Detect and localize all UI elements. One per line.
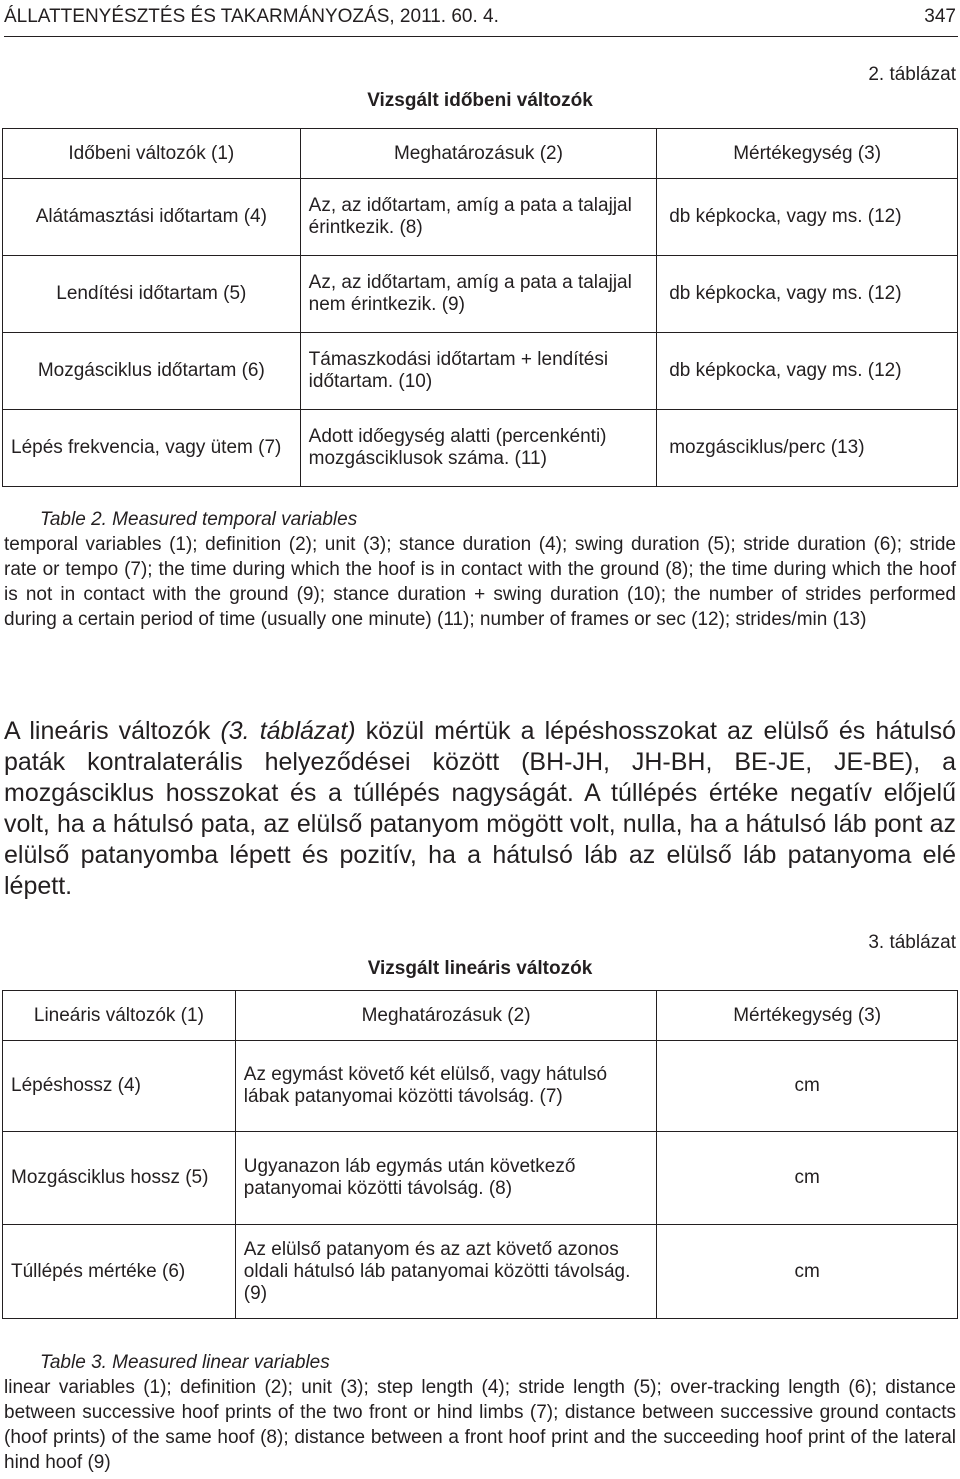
table2-label: 2. táblázat (868, 64, 956, 85)
table3-caption-text: linear variables (1); definition (2); unit (3); step length (4); stride length (5); over-tracking length (6); distance between successive hoof prints of the two front or hind limbs (7); distance between successive ground contacts (hoof prints) of the same hoof (8); distance between a front hoof print and the succeeding hoof print of the lateral hind hoof (9) (4, 1377, 956, 1473)
table-row (3, 1225, 958, 1319)
table3-label: 3. táblázat (868, 932, 956, 953)
paragraph-text: A lineáris változók (4, 717, 221, 745)
paragraph-table-ref: (3. táblázat) (220, 717, 356, 745)
table-row (3, 333, 958, 410)
header-rule (4, 36, 958, 37)
table3-caption-title: Table 3. Measured linear variables (40, 1352, 330, 1373)
body-paragraph (4, 716, 956, 902)
table2-cell: db képkocka, vagy ms. (12) (657, 333, 958, 410)
table3-cell: Ugyanazon láb egymás után következő patanyomai közötti távolság. (8) (235, 1132, 657, 1225)
table2-caption-title: Table 2. Measured temporal variables (40, 509, 358, 530)
table2-cell: Alátámasztási időtartam (4) (3, 179, 301, 256)
table3-cell: Lépéshossz (4) (3, 1041, 236, 1132)
table2-cell: Támaszkodási időtartam + lendítési időtartam. (10) (300, 333, 657, 410)
table3-cell: cm (657, 1132, 958, 1225)
table3 (2, 990, 958, 1319)
table2-header-row (3, 129, 958, 179)
journal-header: ÁLLATTENYÉSZTÉS ÉS TAKARMÁNYOZÁS, 2011. 60. 4. (4, 6, 499, 27)
table2-cell: Lendítési időtartam (5) (3, 256, 301, 333)
table3-cell: Az elülső patanyom és az azt követő azonos oldali hátulsó láb patanyomai közötti távolság. (9) (235, 1225, 657, 1319)
table2-cell: Adott időegység alatti (percenkénti) mozgásciklusok száma. (11) (300, 410, 657, 487)
table3-col-header: Meghatározásuk (2) (235, 991, 657, 1041)
table3-cell: cm (657, 1041, 958, 1132)
table-row (3, 1132, 958, 1225)
table2-cell: mozgásciklus/perc (13) (657, 410, 958, 487)
table-row (3, 256, 958, 333)
table2-cell: Az, az időtartam, amíg a pata a talajjal nem érintkezik. (9) (300, 256, 657, 333)
table2-caption-text: temporal variables (1); definition (2); unit (3); stance duration (4); swing duration (5); stride duration (6); stride rate or tempo (7); the time during which the hoof is in contact with the ground (8); the time during which the hoof is not in contact with the ground (9); stance duration + swing duration (10); the number of strides performed during a certain period of time (usually one minute) (11); number of frames or sec (12); strides/min (13) (4, 534, 956, 630)
table3-cell: Túllépés mértéke (6) (3, 1225, 236, 1319)
table3-caption (4, 1350, 956, 1475)
table2-col-header: Meghatározásuk (2) (300, 129, 657, 179)
table3-title: Vizsgált lineáris változók (367, 958, 593, 979)
table2-cell: Lépés frekvencia, vagy ütem (7) (3, 410, 301, 487)
table3-header-row (3, 991, 958, 1041)
table2-title: Vizsgált időbeni változók (367, 90, 593, 111)
table-row (3, 410, 958, 487)
table2-cell: Mozgásciklus időtartam (6) (3, 333, 301, 410)
table2-caption (4, 507, 956, 632)
table3-cell: cm (657, 1225, 958, 1319)
table3-cell: Mozgásciklus hossz (5) (3, 1132, 236, 1225)
table2-col-header: Mértékegység (3) (657, 129, 958, 179)
table-row (3, 179, 958, 256)
table3-col-header: Lineáris változók (1) (3, 991, 236, 1041)
table2-cell: Az, az időtartam, amíg a pata a talajjal érintkezik. (8) (300, 179, 657, 256)
paragraph-text: közül mértük a lépéshosszokat az elülső és hátulsó paták kontralaterális helyeződései között (BH-JH, JH-BH, BE-JE, JE-BE), a mozgásciklus hosszokat és a túllépés nagyságát. A túllépés értéke negatív előjelű volt, ha a hátulsó pata, az elülső patanyom mögött volt, nulla, ha a hátulsó láb pont az elülső patanyomba lépett és pozitív, ha a hátulsó láb az elülső láb patanyoma elé lépett. (4, 717, 956, 900)
table3-cell: Az egymást követő két elülső, vagy hátulsó lábak patanyomai közötti távolság. (7) (235, 1041, 657, 1132)
table2-col-header: Időbeni változók (1) (3, 129, 301, 179)
table3-col-header: Mértékegység (3) (657, 991, 958, 1041)
table2-cell: db képkocka, vagy ms. (12) (657, 179, 958, 256)
table2 (2, 128, 958, 487)
table2-cell: db képkocka, vagy ms. (12) (657, 256, 958, 333)
table-row (3, 1041, 958, 1132)
page-number: 347 (924, 6, 956, 27)
